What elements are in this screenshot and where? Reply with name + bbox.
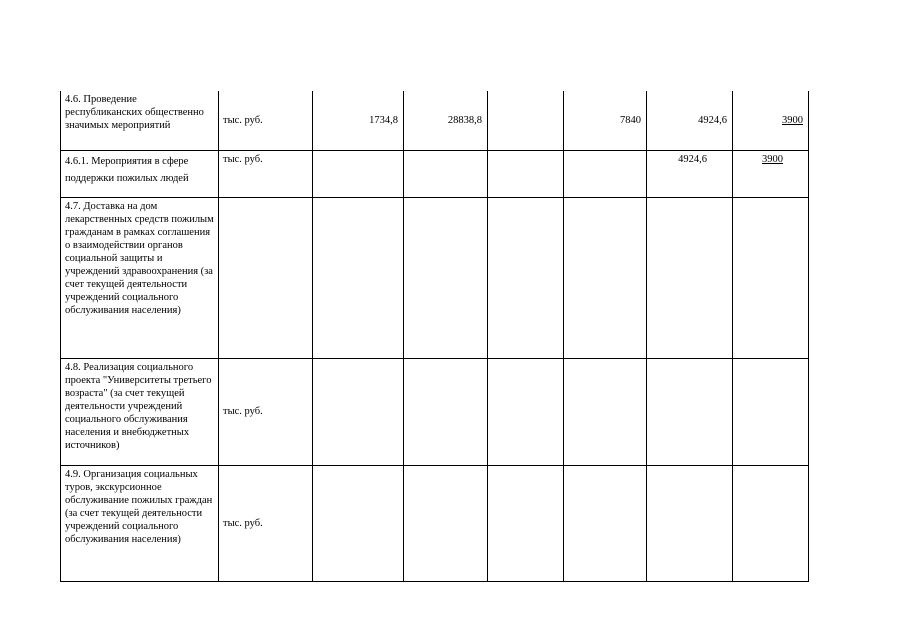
row-name: 4.6.1. Мероприятия в сфере поддержки пожилых людей [61,150,219,197]
table-row [61,197,809,358]
table-row [61,358,809,465]
table-row [61,465,809,581]
row-unit: тыс. руб. [219,465,313,581]
value-cell: 28838,8 [404,91,488,150]
value-cell: 1734,8 [313,91,404,150]
value-cell [313,150,404,197]
value-cell [647,465,733,581]
value-cell [488,358,564,465]
value-cell [488,197,564,358]
value-cell [488,465,564,581]
value-cell [313,465,404,581]
row-name: 4.8. Реализация социального проекта "Университеты третьего возраста" (за счет текущей деятельности учреждений социального обслуживания населения и внебюджетных источников) [61,358,219,465]
row-unit: тыс. руб. [219,150,313,197]
row-name: 4.9. Организация социальных туров, экскурсионное обслуживание пожилых граждан (за счет текущей деятельности учреждений социального обслуживания населения) [61,465,219,581]
value-cell: 4924,6 [647,91,733,150]
budget-table [60,91,809,582]
value-cell [313,358,404,465]
value-cell [733,197,809,358]
value-cell: 3900 [733,150,809,197]
row-unit: тыс. руб. [219,358,313,465]
row-unit: тыс. руб. [219,91,313,150]
value-cell [404,150,488,197]
value-cell [733,358,809,465]
value-cell [564,358,647,465]
value-cell [404,358,488,465]
value-cell: 4924,6 [647,150,733,197]
value-cell [488,91,564,150]
value-cell [564,465,647,581]
row-name: 4.6. Проведение республиканских общественно значимых мероприятий [61,91,219,150]
value-cell [733,465,809,581]
value-cell [647,197,733,358]
value-cell [404,197,488,358]
row-unit [219,197,313,358]
value-cell [564,197,647,358]
value-cell [404,465,488,581]
value-cell [488,150,564,197]
value-cell [564,150,647,197]
table-row [61,91,809,150]
value-cell: 3900 [733,91,809,150]
table-row [61,150,809,197]
value-cell [647,358,733,465]
value-cell [313,197,404,358]
row-name: 4.7. Доставка на дом лекарственных средств пожилым гражданам в рамках соглашения о взаимодействии органов социальной защиты и учреждений здравоохранения (за счет текущей деятельности учреждений социального обслуживания населения) [61,197,219,358]
value-cell: 7840 [564,91,647,150]
